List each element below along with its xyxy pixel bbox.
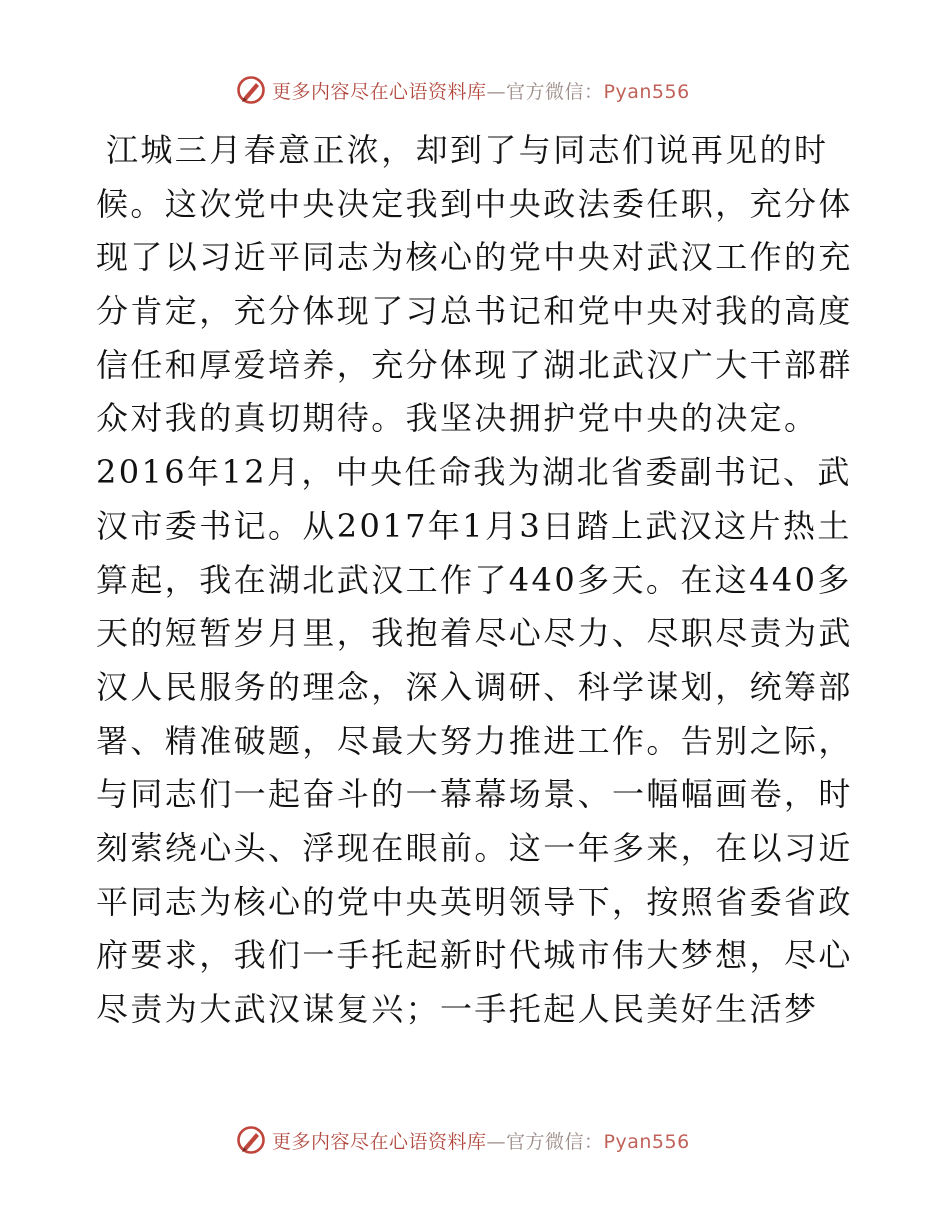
pen-logo-icon (236, 75, 266, 105)
text-line: 信任和厚爱培养，充分体现了湖北武汉广大干部群 (96, 345, 853, 384)
banner-library-text: 更多内容尽在心语资料库 (272, 1130, 487, 1153)
text-line: 天的短暂岁月里，我抱着尽心尽力、尽职尽责为武 (96, 614, 853, 653)
banner-official-label: 官方微信： (506, 80, 604, 103)
banner-library-text: 更多内容尽在心语资料库 (272, 80, 487, 103)
banner-text (272, 1127, 690, 1154)
footer-banner (236, 1123, 756, 1157)
text-line: 分肯定，充分体现了习总书记和党中央对我的高度 (96, 292, 853, 331)
text-line: 候。这次党中央决定我到中央政法委任职，充分体 (96, 184, 853, 223)
banner-dash: — (486, 1130, 507, 1153)
banner-dash: — (486, 80, 507, 103)
banner-official-label: 官方微信： (506, 1130, 604, 1153)
header-banner (236, 73, 756, 107)
text-line: 现了以习近平同志为核心的党中央对武汉工作的充 (96, 238, 853, 277)
banner-text (272, 77, 690, 104)
text-line: 算起，我在湖北武汉工作了440多天。在这440多 (96, 560, 852, 599)
text-line: 2016年12月，中央任命我为湖北省委副书记、武 (96, 453, 852, 492)
text-line: 与同志们一起奋斗的一幕幕场景、一幅幅画卷，时 (96, 775, 853, 814)
banner-wechat-id: Pyan556 (603, 1130, 690, 1153)
text-line: 江城三月春意正浓，却到了与同志们说再见的时 (106, 131, 829, 169)
text-line: 众对我的真切期待。我坚决拥护党中央的决定。 (96, 399, 819, 438)
text-line: 府要求，我们一手托起新时代城市伟大梦想，尽心 (96, 936, 853, 975)
banner-wechat-id: Pyan556 (603, 80, 690, 103)
text-line: 尽责为大武汉谋复兴；一手托起人民美好生活梦 (96, 990, 819, 1028)
text-line: 汉市委书记。从2017年1月3日踏上武汉这片热土 (96, 506, 852, 545)
text-line: 平同志为核心的党中央英明领导下，按照省委省政 (96, 882, 853, 921)
text-line: 汉人民服务的理念，深入调研、科学谋划，统筹部 (96, 667, 853, 706)
text-line: 署、精准破题，尽最大努力推进工作。告别之际， (96, 721, 853, 760)
document-body (96, 124, 856, 1037)
pen-logo-icon (236, 1125, 266, 1155)
text-line: 刻萦绕心头、浮现在眼前。这一年多来，在以习近 (96, 828, 853, 867)
